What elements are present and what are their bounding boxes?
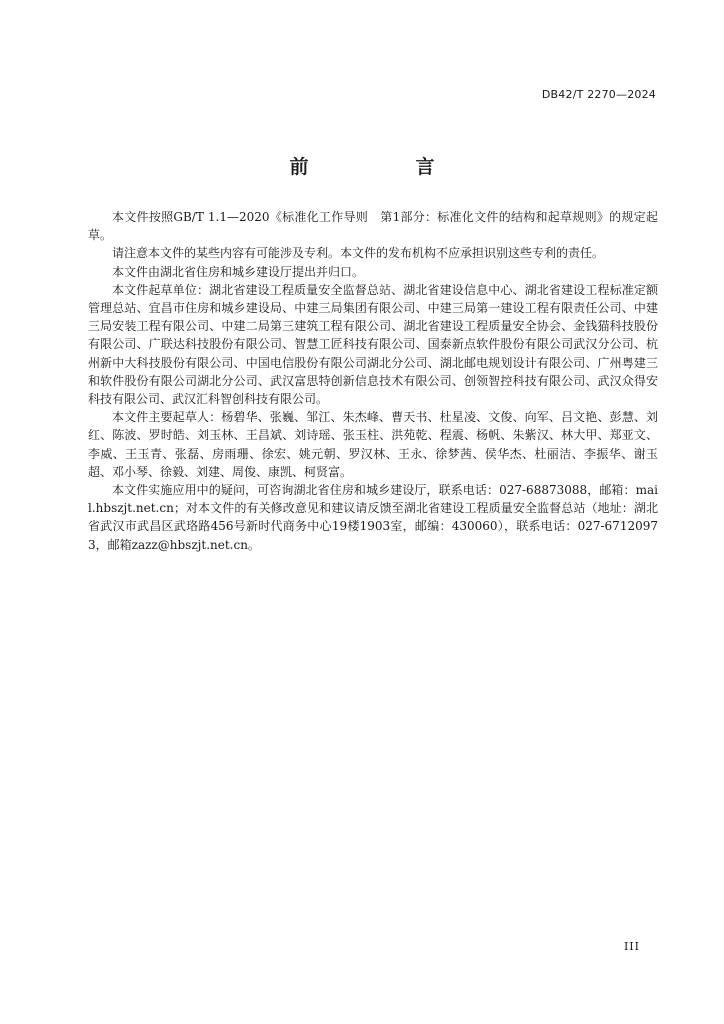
paragraph-drafters: 本文件主要起草人：杨碧华、张巍、邹江、朱杰峰、曹天书、杜星凌、文俊、向军、吕文艳、彭慧、刘红、陈波、罗时皓、刘玉林、王昌斌、刘诗瑶、张玉柱、洪苑乾、程震、杨帆、朱紫汉、林大甲、郑亚文、李威、王玉青、张磊、房雨珊、徐宏、姚元朝、罗汉林、王永、徐梦茜、侯华杰、杜丽洁、李振华、谢玉超、邓小琴、徐毅、刘建、周俊、康凯、柯贤富。 [88, 410, 658, 479]
paragraph-drafting-units: 本文件起草单位：湖北省建设工程质量安全监督总站、湖北省建设信息中心、湖北省建设工程标准定额管理总站、宜昌市住房和城乡建设局、中建三局集团有限公司、中建三局第一建设工程有限责任公司、中建三局安装工程有限公司、中建二局第三建筑工程有限公司、湖北省建设工程质量安全协会、金钱猫科技股份有限公司、广联达科技股份有限公司、智慧工匠科技有限公司、国泰新点软件股份有限公司武汉分公司、杭州新中大科技股份有限公司、中国电信股份有限公司湖北分公司、湖北邮电规划设计有限公司、广州粤建三和软件股份有限公司湖北分公司、武汉富思特创新信息技术有限公司、创领智控科技有限公司、武汉众得安科技有限公司、武汉汇科智创科技有限公司。 [88, 282, 658, 407]
paragraph-patent-notice: 请注意本文件的某些内容有可能涉及专利。本文件的发布机构不应承担识别这些专利的责任。 [112, 246, 605, 261]
page-number: III [623, 940, 640, 953]
page-title: 前 言 [289, 156, 479, 178]
document-body [88, 208, 658, 554]
paragraph-proposer: 本文件由湖北省住房和城乡建设厅提出并归口。 [112, 264, 365, 279]
standard-code: DB42/T 2270—2024 [541, 88, 656, 101]
paragraph-contact: 本文件实施应用中的疑问，可咨询湖北省住房和城乡建设厅，联系电话：027-68873088，邮箱：mail.hbszjt.net.cn；对本文件的有关修改意见和建议请反馈至湖北省建设工程质量安全监督总站（地址：湖北省武汉市武昌区武珞路456号新时代商务中心19楼1903室，邮编：430060），联系电话：027-67120973，邮箱zazz@hbszjt.net.cn。 [88, 483, 658, 552]
paragraph-drafting-rules: 本文件按照GB/T 1.1—2020《标准化工作导则 第1部分：标准化文件的结构和起草规则》的规定起草。 [88, 210, 658, 243]
